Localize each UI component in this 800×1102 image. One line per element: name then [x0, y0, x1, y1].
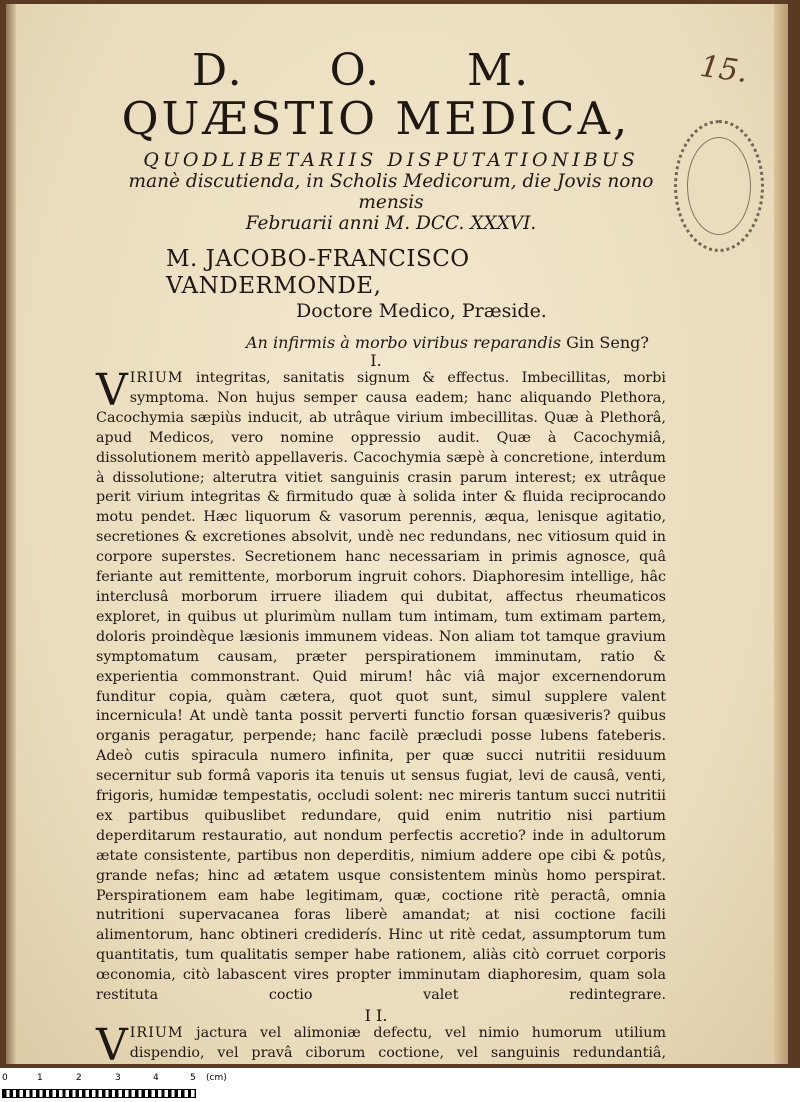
subtitle-line-3: Februarii anni M. DCC. XXXVI.: [245, 213, 537, 234]
dom-heading: D. O. M.: [191, 45, 531, 96]
section-2-dropcap: V: [96, 1020, 128, 1064]
section-1-paragraph: [96, 365, 666, 1006]
ruler-label-3: 3: [115, 1073, 121, 1083]
praeses-name: M. JACOBO-FRANCISCO VANDERMONDE,: [166, 246, 470, 299]
section-1-lead: IRIUM: [129, 370, 184, 386]
ruler-bar: [2, 1089, 196, 1098]
section-1-numeral: I.: [370, 351, 382, 370]
section-2-lead: IRIUM: [129, 1025, 184, 1041]
subtitle-line-1: QUODLIBETARIIS DISPUTATIONIBUS: [143, 149, 639, 171]
thesis-question: [246, 333, 666, 353]
document-content: [96, 45, 666, 1064]
ruler-label-5: 5: [190, 1073, 196, 1083]
page-edge: [774, 4, 788, 1064]
scale-ruler: [0, 1068, 800, 1102]
folio-number: 15.: [698, 48, 751, 91]
thesis-question-text: An infirmis à morbo viribus reparandis: [246, 333, 562, 352]
ruler-label-0: 0: [2, 1073, 8, 1083]
section-2-paragraph: [96, 1020, 666, 1064]
document-page: [6, 4, 788, 1064]
ruler-label-2: 2: [76, 1073, 82, 1083]
ruler-label-1: 1: [37, 1073, 43, 1083]
section-1-dropcap: V: [96, 365, 128, 416]
praeses-role: Doctore Medico, Præside.: [296, 300, 547, 322]
library-stamp-inner: [687, 137, 751, 235]
ruler-unit: (cm): [206, 1073, 227, 1083]
page-binding: [6, 4, 16, 1064]
library-stamp: [674, 120, 764, 252]
section-1-text: integritas, sanitatis signum & effectus. Imbecillitas, morbi symptoma. Non hujus semper causa eadem; hanc aliquando Plethora, Cacochymia sæpiùs inducit, ab utrâque virium imbecillitas. Quæ à Plethorâ, apud Medicos, vero nomine oppressio audit. Quæ à Cacochymiâ, dissolutionem meritò appellaveris. Cacochymia sæpè à concretione, interdum à dissolutione; alterutra vitiet sanguinis crasin parum interest; ex utrâque perit virium integritas & firmitudo quæ à solida inter & fluida reciprocando motu pendet. Hæc liquorum & vasorum perennis, æqua, lenisque agitatio, secretiones & excretiones absolvit, undè nec redundans, nec vitiosum quid in corpore superstes. Secretionem hanc necessariam in primis agnosce, quâ feriante aut remittente, morborum ingruit cohors. Diaphoresim intellige, hâc interclusâ morborum irruere iliadem qui dubitat, affectus rheumaticos exploret, in quibus ut plurimùm nullam tum intimam, tum extimam partem, doloris proindèque læsionis immunem videas. Non aliam tot tamque gravium symptomatum causam, præter perspirationem imminutam, ratio & experientia commonstrant. Quid mirum! hâc viâ major excernendorum funditur copia, quàm cætera, quot quot sunt, simul supplere valent incernicula! At undè tanta possit perverti functio forsan quæsiveris? quibus organis peragatur, perpende; hanc facilè præcludi posse lubens fateberis. Adeò cutis spiracula numero infinita, per quæ succi nutritii residuum secernitur sub formâ vaporis ita tenuis ut sensus fugiat, levi de causâ, venti, frigoris, humidæ tempestatis, occludi solent: nec mireris tantum succi nutritii ex partibus quibuslibet redundare, quid enim nutritio nisi partium deperditarum restauratio, aut nondum perfectis accretio? inde in adultorum ætate consistente, partibus non deperditis, nimium addere ope cibi & potûs, grande nefas; hinc ad ætatem usque consistentem minùs homo perspirat. Perspirationem eam habe legitimam, quæ, coctione ritè peractâ, omnia nutritioni supervacanea foras liberè amandat; at nisi coctione facili alimentorum, hanc obtineri crediderís. Hinc ut ritè cedat, assumptorum tum quantitatis, tum qualitatis semper habe rationem, aliàs citò corruet corporis œconomia, citò labascent vires propter imminutam diaphoresim, quam sola restituta coctio valet redintegrare.: [96, 370, 666, 1004]
ruler-label-4: 4: [153, 1073, 159, 1083]
page-title: QUÆSTIO MEDICA,: [121, 92, 631, 145]
subtitle-line-2: manè discutienda, in Scholis Medicorum, die Jovis nono mensis: [128, 171, 654, 213]
section-2-numeral: I I.: [364, 1006, 388, 1025]
section-2-text: jactura vel alimoniæ defectu, vel nimio humorum utilium dispendio, vel pravâ ciborum coctione, vel sanguinis redundantiâ,: [129, 1025, 666, 1061]
thesis-question-subject: Gin Seng?: [566, 333, 649, 352]
